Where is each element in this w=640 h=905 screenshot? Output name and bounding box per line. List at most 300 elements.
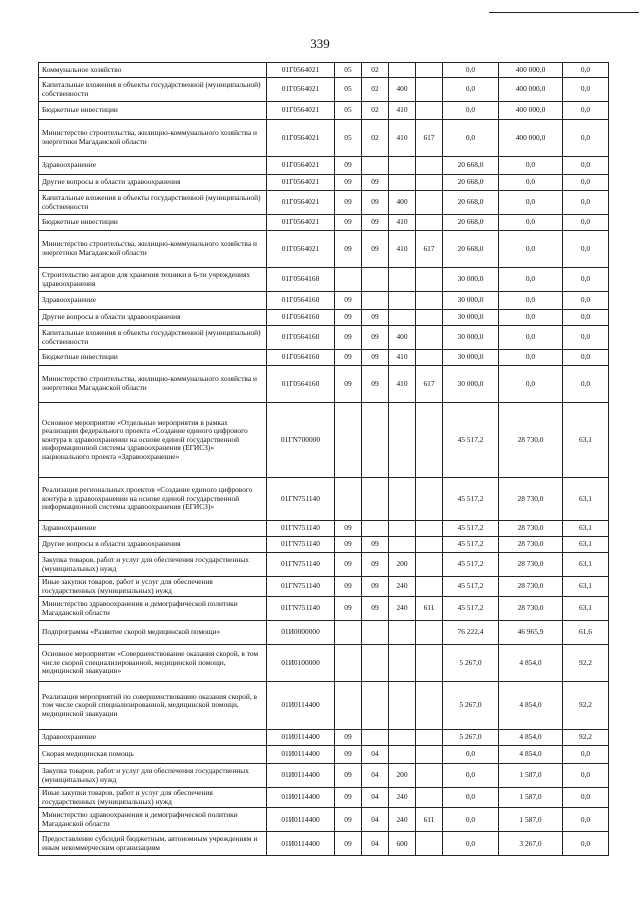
value-actual: 0,0 <box>499 292 563 310</box>
target-code: 01И0114400 <box>267 730 335 746</box>
section-code: 09 <box>335 310 362 326</box>
row-name: Закупка товаров, работ и услуг для обеспечения государственных (муниципальных) нужд <box>39 764 267 788</box>
section-code: 09 <box>335 808 362 832</box>
row-name: Основное мероприятие «Отдельные мероприятия в рамках реализации федерального проекта «Создание единого цифрового контура в здравоохранении на основе единой государственной информационной системы здравоохранения (ЕГИСЗ)» национального проекта «Здравоохранение» <box>39 403 267 478</box>
percent: 0,0 <box>563 832 609 856</box>
subsection-code: 09 <box>362 310 389 326</box>
row-name: Здравоохранение <box>39 292 267 310</box>
target-code: 01ГN751140 <box>267 478 335 521</box>
value-plan: 45 517,2 <box>443 537 499 553</box>
value-plan: 0,0 <box>443 63 499 78</box>
value-actual: 400 000,0 <box>499 120 563 157</box>
target-code: 01Г0564021 <box>267 215 335 231</box>
value-actual: 28 730,0 <box>499 577 563 597</box>
table-row <box>39 832 609 856</box>
subsection-code <box>362 621 389 645</box>
row-name: Предоставление субсидий бюджетным, автономным учреждениям и иным некоммерческим организациям <box>39 832 267 856</box>
department-code <box>416 478 443 521</box>
table-row <box>39 268 609 292</box>
section-code: 09 <box>335 764 362 788</box>
percent: 0,0 <box>563 326 609 350</box>
department-code <box>416 175 443 191</box>
value-plan: 0,0 <box>443 832 499 856</box>
subsection-code <box>362 730 389 746</box>
department-code <box>416 788 443 808</box>
row-name: Министерство строительства, жилищно-коммунального хозяйства и энергетики Магаданской области <box>39 366 267 403</box>
page-number: 339 <box>310 36 330 51</box>
subsection-code <box>362 292 389 310</box>
department-code <box>416 577 443 597</box>
value-plan: 20 668,0 <box>443 215 499 231</box>
expense-type: 240 <box>389 788 416 808</box>
value-plan: 30 000,0 <box>443 310 499 326</box>
target-code: 01ГN700000 <box>267 403 335 478</box>
target-code: 01Г0564021 <box>267 175 335 191</box>
value-plan: 45 517,2 <box>443 553 499 577</box>
subsection-code <box>362 403 389 478</box>
department-code <box>416 191 443 215</box>
target-code: 01Г0564021 <box>267 78 335 102</box>
value-plan: 5 267,0 <box>443 730 499 746</box>
table-row <box>39 764 609 788</box>
section-code: 09 <box>335 231 362 268</box>
section-code: 09 <box>335 366 362 403</box>
target-code: 01ГN751140 <box>267 553 335 577</box>
row-name: Капитальные вложения в объекты государственной (муниципальной) собственности <box>39 78 267 102</box>
value-actual: 400 000,0 <box>499 63 563 78</box>
subsection-code <box>362 478 389 521</box>
section-code: 05 <box>335 63 362 78</box>
target-code: 01Г0564160 <box>267 350 335 366</box>
percent: 63,1 <box>563 403 609 478</box>
value-actual: 0,0 <box>499 157 563 175</box>
row-name: Бюджетные инвестиции <box>39 215 267 231</box>
value-actual: 28 730,0 <box>499 597 563 621</box>
table-row <box>39 553 609 577</box>
value-actual: 0,0 <box>499 191 563 215</box>
section-code <box>335 268 362 292</box>
table-row <box>39 746 609 764</box>
table-row <box>39 120 609 157</box>
target-code: 01ГN751140 <box>267 597 335 621</box>
subsection-code: 02 <box>362 63 389 78</box>
expense-type: 400 <box>389 191 416 215</box>
percent: 0,0 <box>563 231 609 268</box>
target-code: 01Г0564021 <box>267 63 335 78</box>
department-code <box>416 403 443 478</box>
percent: 0,0 <box>563 808 609 832</box>
percent: 61,6 <box>563 621 609 645</box>
subsection-code <box>362 268 389 292</box>
row-name: Строительство ангаров для хранения техники в 6-ти учреждениях здравоохранения <box>39 268 267 292</box>
value-actual: 400 000,0 <box>499 78 563 102</box>
table-row <box>39 366 609 403</box>
subsection-code: 09 <box>362 366 389 403</box>
value-actual: 0,0 <box>499 350 563 366</box>
expense-type <box>389 478 416 521</box>
subsection-code: 09 <box>362 175 389 191</box>
table-row <box>39 191 609 215</box>
department-code <box>416 78 443 102</box>
percent: 0,0 <box>563 366 609 403</box>
row-name: Закупка товаров, работ и услуг для обеспечения государственных (муниципальных) нужд <box>39 553 267 577</box>
value-actual: 28 730,0 <box>499 521 563 537</box>
row-name: Коммунальное хозяйство <box>39 63 267 78</box>
subsection-code: 04 <box>362 746 389 764</box>
subsection-code: 04 <box>362 808 389 832</box>
table-row <box>39 577 609 597</box>
section-code: 09 <box>335 215 362 231</box>
table-row <box>39 231 609 268</box>
value-actual: 1 587,0 <box>499 808 563 832</box>
expense-type <box>389 730 416 746</box>
target-code: 01И0114400 <box>267 764 335 788</box>
department-code <box>416 157 443 175</box>
value-plan: 5 267,0 <box>443 645 499 682</box>
expense-type <box>389 682 416 730</box>
target-code: 01Г0564160 <box>267 366 335 403</box>
value-plan: 0,0 <box>443 746 499 764</box>
expense-type <box>389 292 416 310</box>
target-code: 01И0114400 <box>267 682 335 730</box>
percent: 92,2 <box>563 645 609 682</box>
section-code: 05 <box>335 102 362 120</box>
row-name: Иные закупки товаров, работ и услуг для обеспечения государственных (муниципальных) нужд <box>39 577 267 597</box>
row-name: Основное мероприятие «Совершенствование оказания скорой, в том числе скорой специализированной, медицинской помощи, медицинской эвакуации» <box>39 645 267 682</box>
value-actual: 4 854,0 <box>499 746 563 764</box>
section-code <box>335 621 362 645</box>
value-actual: 4 854,0 <box>499 682 563 730</box>
expense-type <box>389 645 416 682</box>
expense-type <box>389 403 416 478</box>
section-code <box>335 403 362 478</box>
section-code: 09 <box>335 191 362 215</box>
department-code <box>416 645 443 682</box>
expense-type <box>389 537 416 553</box>
department-code: 611 <box>416 808 443 832</box>
section-code: 09 <box>335 553 362 577</box>
expense-type: 410 <box>389 366 416 403</box>
percent: 92,2 <box>563 682 609 730</box>
expense-type <box>389 268 416 292</box>
target-code: 01Г0564021 <box>267 102 335 120</box>
section-code: 09 <box>335 292 362 310</box>
row-name: Иные закупки товаров, работ и услуг для обеспечения государственных (муниципальных) нужд <box>39 788 267 808</box>
table-row <box>39 326 609 350</box>
subsection-code <box>362 157 389 175</box>
department-code <box>416 268 443 292</box>
table-row <box>39 621 609 645</box>
row-name: Министерство здравоохранения и демографической политики Магаданской области <box>39 597 267 621</box>
target-code: 01И0100000 <box>267 645 335 682</box>
table-row <box>39 102 609 120</box>
subsection-code <box>362 682 389 730</box>
value-plan: 45 517,2 <box>443 478 499 521</box>
expense-type <box>389 175 416 191</box>
target-code: 01ГN751140 <box>267 577 335 597</box>
subsection-code: 02 <box>362 78 389 102</box>
value-actual: 0,0 <box>499 175 563 191</box>
section-code: 09 <box>335 175 362 191</box>
value-actual: 28 730,0 <box>499 537 563 553</box>
subsection-code: 04 <box>362 788 389 808</box>
value-actual: 3 267,0 <box>499 832 563 856</box>
percent: 0,0 <box>563 63 609 78</box>
row-name: Капитальные вложения в объекты государственной (муниципальной) собственности <box>39 191 267 215</box>
expense-type <box>389 521 416 537</box>
target-code: 01Г0564160 <box>267 326 335 350</box>
subsection-code: 09 <box>362 553 389 577</box>
section-code: 09 <box>335 597 362 621</box>
value-plan: 5 267,0 <box>443 682 499 730</box>
table-row <box>39 310 609 326</box>
table-row <box>39 403 609 478</box>
value-plan: 0,0 <box>443 102 499 120</box>
percent: 0,0 <box>563 764 609 788</box>
row-name: Скорая медицинская помощь <box>39 746 267 764</box>
value-plan: 45 517,2 <box>443 577 499 597</box>
percent: 0,0 <box>563 350 609 366</box>
subsection-code <box>362 521 389 537</box>
row-name: Бюджетные инвестиции <box>39 102 267 120</box>
table-row <box>39 808 609 832</box>
department-code <box>416 102 443 120</box>
subsection-code: 04 <box>362 832 389 856</box>
department-code <box>416 746 443 764</box>
subsection-code: 09 <box>362 326 389 350</box>
row-name: Здравоохранение <box>39 730 267 746</box>
section-code: 09 <box>335 832 362 856</box>
target-code: 01Г0564160 <box>267 268 335 292</box>
table-row <box>39 788 609 808</box>
percent: 0,0 <box>563 215 609 231</box>
department-code <box>416 553 443 577</box>
value-plan: 0,0 <box>443 788 499 808</box>
value-plan: 20 668,0 <box>443 157 499 175</box>
subsection-code: 02 <box>362 102 389 120</box>
target-code: 01Г0564160 <box>267 292 335 310</box>
row-name: Здравоохранение <box>39 521 267 537</box>
expense-type <box>389 746 416 764</box>
percent: 0,0 <box>563 157 609 175</box>
budget-table <box>38 62 609 856</box>
expense-type: 410 <box>389 215 416 231</box>
expense-type: 240 <box>389 808 416 832</box>
table-row <box>39 645 609 682</box>
expense-type: 400 <box>389 326 416 350</box>
row-name: Подпрограмма «Развитие скорой медицинской помощи» <box>39 621 267 645</box>
percent: 0,0 <box>563 268 609 292</box>
section-code: 09 <box>335 788 362 808</box>
row-name: Другие вопросы в области здравоохранения <box>39 310 267 326</box>
value-actual: 0,0 <box>499 326 563 350</box>
percent: 0,0 <box>563 102 609 120</box>
percent: 63,1 <box>563 478 609 521</box>
table-row <box>39 292 609 310</box>
percent: 0,0 <box>563 310 609 326</box>
percent: 0,0 <box>563 292 609 310</box>
department-code <box>416 350 443 366</box>
value-actual: 1 587,0 <box>499 764 563 788</box>
department-code <box>416 682 443 730</box>
value-plan: 0,0 <box>443 78 499 102</box>
department-code <box>416 730 443 746</box>
percent: 92,2 <box>563 730 609 746</box>
value-plan: 30 000,0 <box>443 292 499 310</box>
value-plan: 30 000,0 <box>443 326 499 350</box>
subsection-code: 02 <box>362 120 389 157</box>
value-plan: 0,0 <box>443 120 499 157</box>
row-name: Капитальные вложения в объекты государственной (муниципальной) собственности <box>39 326 267 350</box>
value-actual: 4 854,0 <box>499 730 563 746</box>
row-name: Министерство здравоохранения и демографической политики Магаданской области <box>39 808 267 832</box>
department-code <box>416 326 443 350</box>
subsection-code: 09 <box>362 231 389 268</box>
subsection-code: 09 <box>362 191 389 215</box>
table-row <box>39 521 609 537</box>
table-row <box>39 537 609 553</box>
subsection-code: 09 <box>362 350 389 366</box>
table-row <box>39 597 609 621</box>
value-plan: 0,0 <box>443 764 499 788</box>
value-actual: 0,0 <box>499 268 563 292</box>
subsection-code: 09 <box>362 215 389 231</box>
table-row <box>39 350 609 366</box>
value-actual: 28 730,0 <box>499 478 563 521</box>
subsection-code: 09 <box>362 537 389 553</box>
value-actual: 0,0 <box>499 231 563 268</box>
department-code <box>416 310 443 326</box>
table-row <box>39 157 609 175</box>
value-actual: 400 000,0 <box>499 102 563 120</box>
section-code <box>335 478 362 521</box>
value-actual: 46 965,9 <box>499 621 563 645</box>
section-code: 05 <box>335 120 362 157</box>
department-code <box>416 521 443 537</box>
percent: 0,0 <box>563 788 609 808</box>
section-code: 09 <box>335 326 362 350</box>
section-code: 09 <box>335 521 362 537</box>
subsection-code <box>362 645 389 682</box>
expense-type: 600 <box>389 832 416 856</box>
expense-type <box>389 310 416 326</box>
expense-type: 410 <box>389 350 416 366</box>
value-plan: 20 668,0 <box>443 191 499 215</box>
value-plan: 45 517,2 <box>443 597 499 621</box>
percent: 63,1 <box>563 597 609 621</box>
value-plan: 45 517,2 <box>443 521 499 537</box>
table-row <box>39 478 609 521</box>
target-code: 01ГN751140 <box>267 521 335 537</box>
row-name: Министерство строительства, жилищно-коммунального хозяйства и энергетики Магаданской области <box>39 120 267 157</box>
header-rule <box>489 12 639 13</box>
table-row <box>39 215 609 231</box>
expense-type: 200 <box>389 764 416 788</box>
department-code <box>416 215 443 231</box>
row-name: Другие вопросы в области здравоохранения <box>39 175 267 191</box>
expense-type: 200 <box>389 553 416 577</box>
row-name: Реализация региональных проектов «Создание единого цифрового контура в здравоохранении на основе единой государственной информационной системы здравоохранения (ЕГИСЗ)» <box>39 478 267 521</box>
percent: 63,1 <box>563 577 609 597</box>
department-code <box>416 292 443 310</box>
percent: 0,0 <box>563 78 609 102</box>
department-code <box>416 621 443 645</box>
value-plan: 45 517,2 <box>443 403 499 478</box>
percent: 0,0 <box>563 746 609 764</box>
table-row <box>39 78 609 102</box>
section-code <box>335 682 362 730</box>
percent: 0,0 <box>563 175 609 191</box>
target-code: 01ГN751140 <box>267 537 335 553</box>
section-code: 09 <box>335 537 362 553</box>
value-actual: 28 730,0 <box>499 403 563 478</box>
target-code: 01Г0564021 <box>267 120 335 157</box>
value-actual: 0,0 <box>499 310 563 326</box>
value-actual: 28 730,0 <box>499 553 563 577</box>
expense-type: 240 <box>389 577 416 597</box>
row-name: Министерство строительства, жилищно-коммунального хозяйства и энергетики Магаданской области <box>39 231 267 268</box>
section-code: 09 <box>335 730 362 746</box>
table-row <box>39 175 609 191</box>
department-code <box>416 832 443 856</box>
department-code <box>416 537 443 553</box>
value-actual: 0,0 <box>499 215 563 231</box>
target-code: 01Г0564021 <box>267 231 335 268</box>
expense-type: 410 <box>389 102 416 120</box>
expense-type: 240 <box>389 597 416 621</box>
target-code: 01И0114400 <box>267 832 335 856</box>
department-code: 617 <box>416 366 443 403</box>
row-name: Бюджетные инвестиции <box>39 350 267 366</box>
table-row <box>39 682 609 730</box>
expense-type: 410 <box>389 231 416 268</box>
value-actual: 0,0 <box>499 366 563 403</box>
department-code <box>416 63 443 78</box>
department-code: 617 <box>416 231 443 268</box>
value-actual: 4 854,0 <box>499 645 563 682</box>
target-code: 01Г0564021 <box>267 191 335 215</box>
section-code: 09 <box>335 157 362 175</box>
value-plan: 30 000,0 <box>443 366 499 403</box>
percent: 0,0 <box>563 191 609 215</box>
expense-type <box>389 621 416 645</box>
subsection-code: 09 <box>362 577 389 597</box>
section-code: 05 <box>335 78 362 102</box>
value-actual: 1 587,0 <box>499 788 563 808</box>
value-plan: 30 000,0 <box>443 268 499 292</box>
expense-type <box>389 63 416 78</box>
percent: 0,0 <box>563 120 609 157</box>
row-name: Здравоохранение <box>39 157 267 175</box>
row-name: Другие вопросы в области здравоохранения <box>39 537 267 553</box>
value-plan: 20 668,0 <box>443 175 499 191</box>
percent: 63,1 <box>563 537 609 553</box>
target-code: 01И0114400 <box>267 788 335 808</box>
table-row <box>39 63 609 78</box>
target-code: 01И0114400 <box>267 808 335 832</box>
value-plan: 30 000,0 <box>443 350 499 366</box>
department-code: 617 <box>416 120 443 157</box>
section-code: 09 <box>335 746 362 764</box>
table-row <box>39 730 609 746</box>
target-code: 01Г0564021 <box>267 157 335 175</box>
department-code <box>416 764 443 788</box>
value-plan: 0,0 <box>443 808 499 832</box>
section-code: 09 <box>335 350 362 366</box>
value-plan: 76 222,4 <box>443 621 499 645</box>
subsection-code: 09 <box>362 597 389 621</box>
expense-type <box>389 157 416 175</box>
